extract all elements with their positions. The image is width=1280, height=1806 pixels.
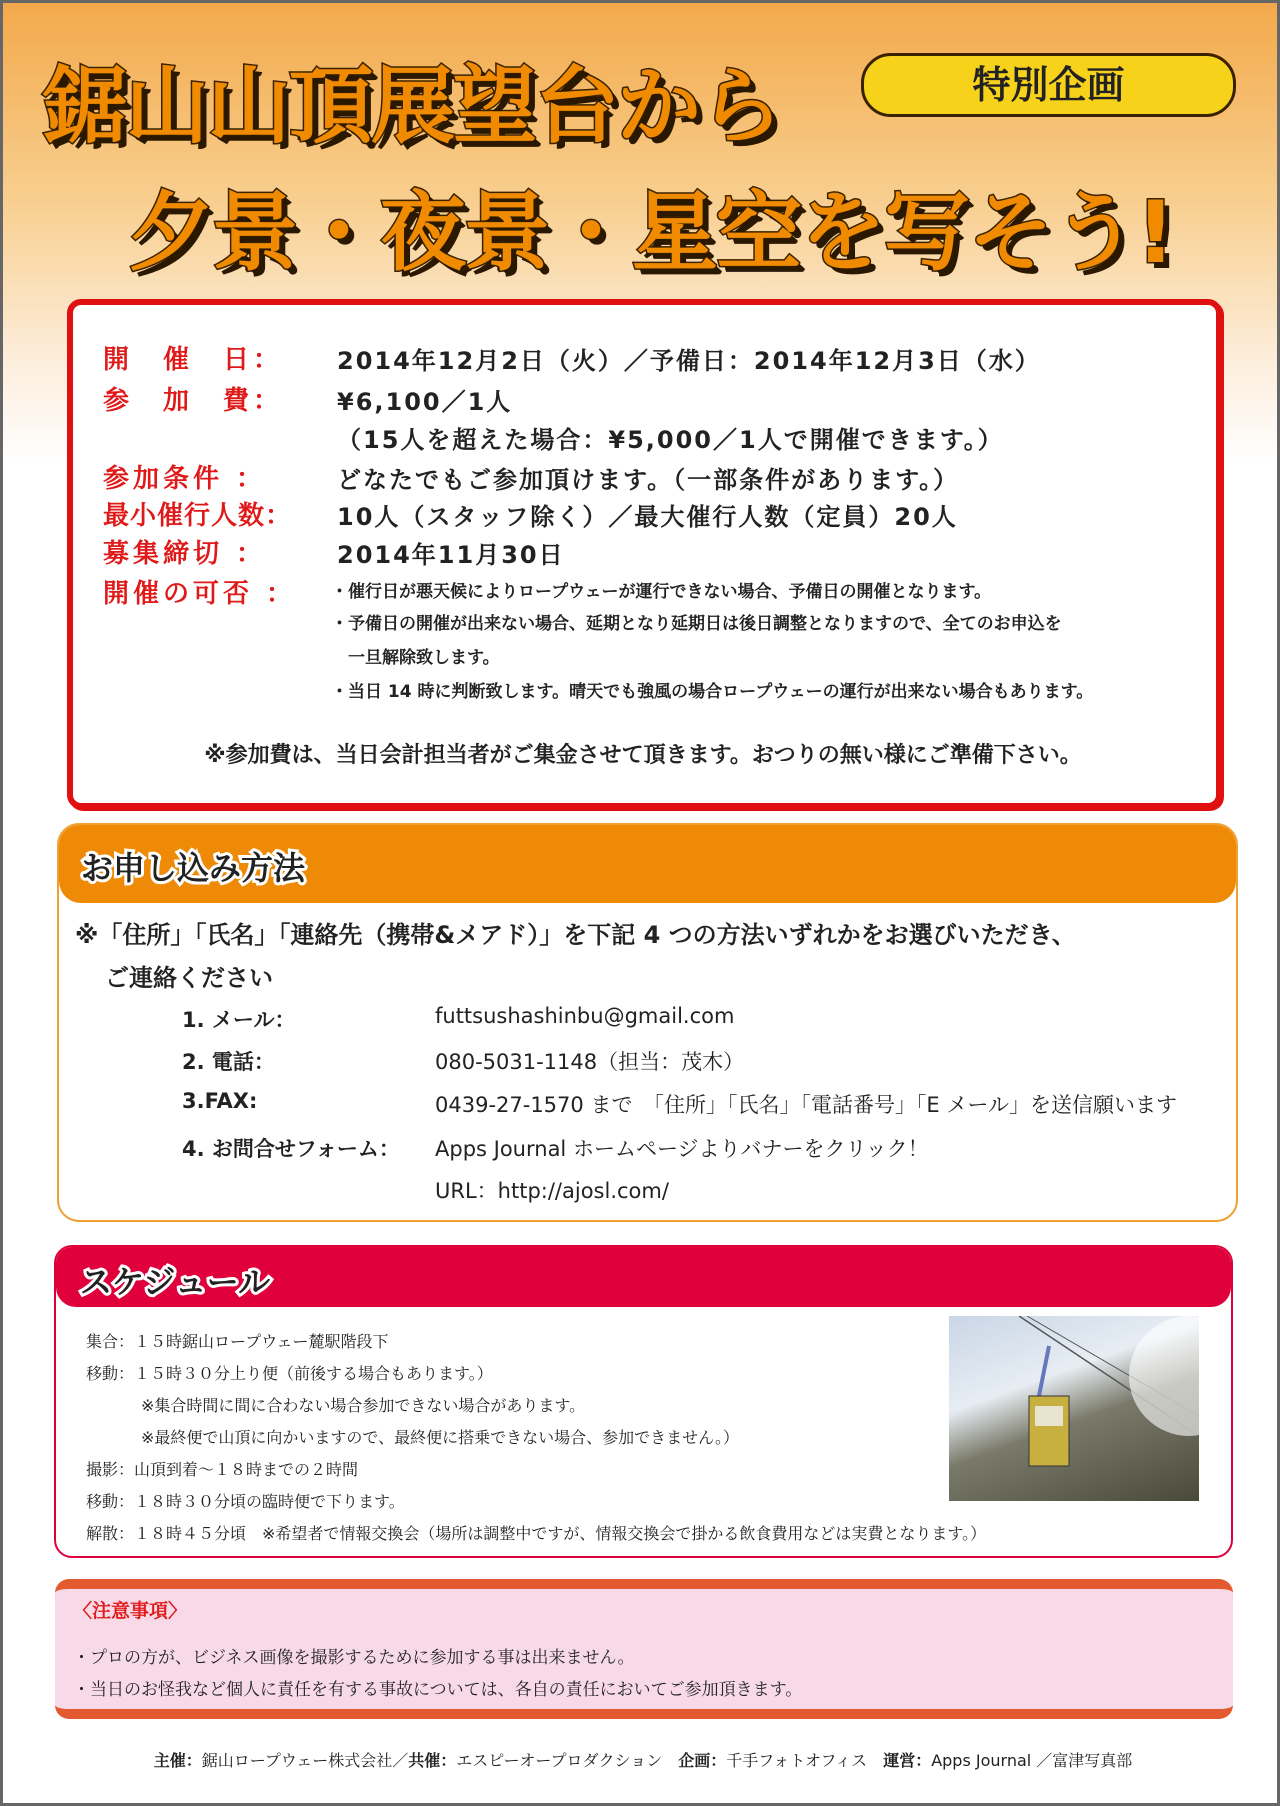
organizer-label: 主催：	[153, 1751, 202, 1770]
detail-value: 2014年12月2日（火）／予備日：2014年12月3日（水）	[337, 347, 1041, 375]
detail-value: 10人（スタッフ除く）／最大催行人数（定員）20人	[337, 503, 958, 531]
availability-bullet: ・当日 14 時に判断致します。晴天でも強風の場合ロープウェーの運行が出来ない場合もあります。	[331, 682, 1094, 702]
method-label: 3.FAX:	[182, 1089, 258, 1113]
detail-value: 2014年11月30日	[337, 541, 565, 569]
detail-value: （15人を超えた場合：¥5,000／1人で開催できます。）	[337, 426, 1004, 454]
organizer: 鋸山ロープウェー株式会社／	[201, 1751, 409, 1770]
email-link[interactable]: futtsushashinbu@gmail.com	[435, 1004, 735, 1028]
detail-value: どなたでもご参加頂けます。（一部条件があります。）	[337, 466, 960, 494]
ropeway-gondola-image	[949, 1316, 1199, 1501]
caution-heading: 〈注意事項〉	[73, 1600, 188, 1622]
availability-bullet: ・催行日が悪天候によりロープウェーが運行できない場合、予備日の開催となります。	[331, 582, 992, 602]
title-line-1: 鋸山山頂展望台から	[43, 57, 782, 155]
caution-item: ・プロの方が、ビジネス画像を撮影するために参加する事は出来ません。	[73, 1648, 635, 1668]
schedule-heading: スケジュール	[80, 1263, 271, 1301]
detail-label: 参加条件 ：	[103, 464, 267, 494]
phone-number: 080-5031-1148（担当：茂木）	[435, 1050, 745, 1074]
ropeway-photo	[949, 1316, 1199, 1501]
schedule-header	[56, 1247, 1231, 1307]
detail-label: 募集締切 ：	[103, 539, 267, 569]
schedule-line: 移動：１８時３０分頃の臨時便で下ります。	[86, 1492, 405, 1511]
title-line-2: 夕景・夜景・星空を写そう!	[128, 183, 1174, 283]
application-heading: お申し込み方法	[81, 849, 306, 887]
form-instruction: Apps Journal ホームページよりバナーをクリック！	[435, 1137, 929, 1161]
schedule-line: 移動：１５時３０分上り便（前後する場合もあります。）	[86, 1364, 493, 1383]
footer-credits	[3, 1748, 1280, 1771]
schedule-line: 解散：１８時４５分頃 ※希望者で情報交換会（場所は調整中ですが、情報交換会で掛かる飲食費用などは実費となります。）	[86, 1524, 987, 1543]
fax-number: 0439-27-1570 まで 「住所」「氏名」「電話番号」「E メール」を送信願います	[435, 1093, 1177, 1117]
fee-note: ※参加費は、当日会計担当者がご集金させて頂きます。おつりの無い様にご準備下さい。	[204, 743, 1082, 768]
planner: 千手フォトオフィス	[726, 1751, 884, 1770]
method-label: 2. 電話：	[182, 1050, 275, 1074]
operator: Apps Journal ／富津写真部	[931, 1751, 1133, 1770]
method-label: 1. メール：	[182, 1008, 296, 1032]
schedule-line: 集合：１５時鋸山ロープウェー麓駅階段下	[86, 1332, 389, 1351]
planner-label: 企画：	[678, 1751, 727, 1770]
detail-label: 開 催 日：	[103, 345, 284, 375]
schedule-line: ※最終便で山頂に向かいますので、最終便に搭乗できない場合、参加できません。）	[141, 1428, 740, 1447]
availability-bullet: ・予備日の開催が出来ない場合、延期となり延期日は後日調整となりますので、全てのお申込を	[331, 614, 1062, 634]
detail-label: 開催の可否 ：	[103, 579, 297, 609]
special-plan-badge: 特別企画	[861, 53, 1236, 117]
co-organizer: エスピーオープロダクション	[456, 1751, 679, 1770]
detail-label: 参 加 費：	[103, 386, 284, 416]
application-header	[59, 825, 1236, 903]
schedule-line: ※集合時間に間に合わない場合参加できない場合があります。	[141, 1396, 586, 1415]
availability-bullet: 一旦解除致します。	[331, 648, 500, 668]
application-intro: ※「住所」「氏名」「連絡先（携帯&メアド）」を下記 4 つの方法いずれかをお選びいただき、	[75, 921, 1076, 949]
method-label: 4. お問合せフォーム：	[182, 1137, 400, 1161]
operator-label: 運営：	[883, 1751, 932, 1770]
schedule-line: 撮影：山頂到着～１８時までの２時間	[86, 1460, 359, 1479]
detail-label: 最小催行人数：	[103, 501, 293, 531]
detail-value: ¥6,100／1人	[337, 388, 513, 416]
caution-item: ・当日のお怪我など個人に責任を有する事故については、各自の責任においてご参加頂きます。	[73, 1680, 803, 1700]
url-link[interactable]: URL：http://ajosl.com/	[435, 1179, 669, 1203]
application-intro: ご連絡ください	[105, 964, 273, 992]
co-organizer-label: 共催：	[408, 1751, 457, 1770]
